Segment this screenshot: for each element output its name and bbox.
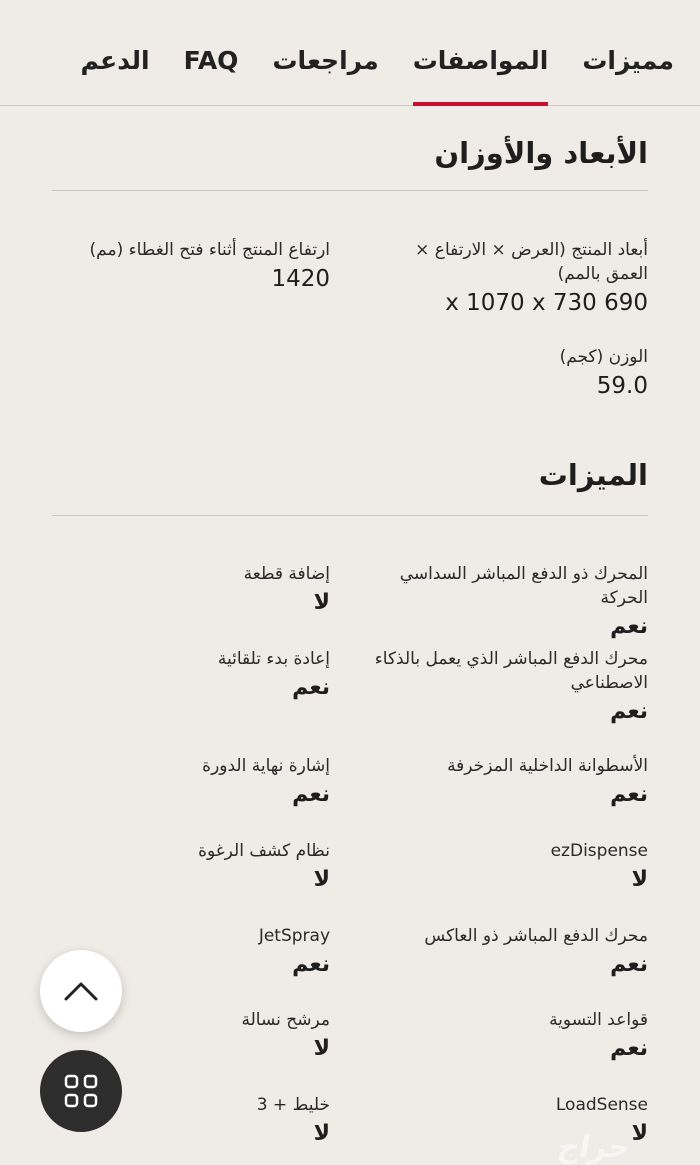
feature-value: نعم — [292, 782, 330, 807]
feature-label: الأسطوانة الداخلية المزخرفة — [447, 756, 648, 776]
feature-item — [40, 647, 330, 700]
spec-weight — [358, 345, 648, 399]
spec-value: 59.0 — [596, 373, 648, 399]
spec-label: ارتفاع المنتج أثناء فتح الغطاء (مم) — [89, 240, 330, 260]
tab-features[interactable]: مميزات — [582, 46, 674, 75]
feature-label: المحرك ذو الدفع المباشر السداسي الحركة — [399, 564, 648, 608]
feature-label: قواعد التسوية — [549, 1010, 648, 1030]
spec-value: x 1070 x 730 690 — [445, 290, 648, 316]
feature-item — [358, 924, 648, 977]
feature-item — [40, 562, 330, 615]
feature-label: محرك الدفع المباشر الذي يعمل بالذكاء الاصطناعي — [374, 649, 648, 693]
feature-value: لا — [313, 867, 330, 892]
tab-support[interactable]: الدعم — [80, 46, 150, 75]
tab-bar — [0, 0, 700, 106]
feature-label: إشارة نهاية الدورة — [202, 756, 330, 776]
feature-value: لا — [313, 590, 330, 615]
spec-product-dimensions — [378, 238, 648, 316]
tab-reviews[interactable]: مراجعات — [272, 46, 379, 75]
spec-label: الوزن (كجم) — [559, 347, 648, 367]
feature-item — [358, 562, 648, 639]
feature-value: لا — [631, 1121, 648, 1146]
feature-label: مرشح نسالة — [241, 1010, 330, 1030]
grid-icon — [64, 1074, 98, 1108]
feature-label: محرك الدفع المباشر ذو العاكس — [424, 926, 648, 946]
tab-row — [0, 46, 674, 75]
feature-value: نعم — [292, 675, 330, 700]
watermark-logo: حراج — [554, 1130, 634, 1165]
feature-item — [40, 839, 330, 892]
feature-item — [358, 1008, 648, 1061]
spec-label: أبعاد المنتج (العرض × الارتفاع × العمق بالمم) — [415, 240, 648, 284]
feature-value: نعم — [610, 782, 648, 807]
feature-label: ezDispense — [550, 841, 648, 861]
features-divider — [52, 515, 648, 516]
feature-label: LoadSense — [555, 1095, 648, 1115]
feature-value: نعم — [610, 1036, 648, 1061]
features-title: الميزات — [538, 458, 648, 492]
feature-item — [40, 754, 330, 807]
feature-label: إعادة بدء تلقائية — [217, 649, 330, 669]
feature-value: لا — [313, 1036, 330, 1061]
feature-value: لا — [313, 1121, 330, 1146]
scroll-to-top-button[interactable] — [40, 950, 122, 1032]
feature-label: خليط + 3 — [256, 1095, 330, 1115]
feature-value: نعم — [610, 614, 648, 639]
tab-faq[interactable]: FAQ — [183, 46, 239, 75]
dimensions-title: الأبعاد والأوزان — [434, 136, 648, 170]
feature-value: نعم — [610, 699, 648, 724]
spec-value: 1420 — [271, 266, 330, 292]
menu-grid-button[interactable] — [40, 1050, 122, 1132]
feature-value: لا — [631, 867, 648, 892]
feature-item — [368, 647, 648, 724]
spec-lid-open-height — [40, 238, 330, 292]
feature-item — [358, 754, 648, 807]
dimensions-divider — [52, 190, 648, 191]
feature-value: نعم — [610, 952, 648, 977]
feature-label: JetSpray — [258, 926, 330, 946]
feature-value: نعم — [292, 952, 330, 977]
feature-label: نظام كشف الرغوة — [198, 841, 330, 861]
chevron-up-icon — [63, 980, 99, 1002]
tab-specifications[interactable]: المواصفات — [412, 46, 549, 75]
feature-item — [358, 839, 648, 892]
feature-label: إضافة قطعة — [243, 564, 330, 584]
